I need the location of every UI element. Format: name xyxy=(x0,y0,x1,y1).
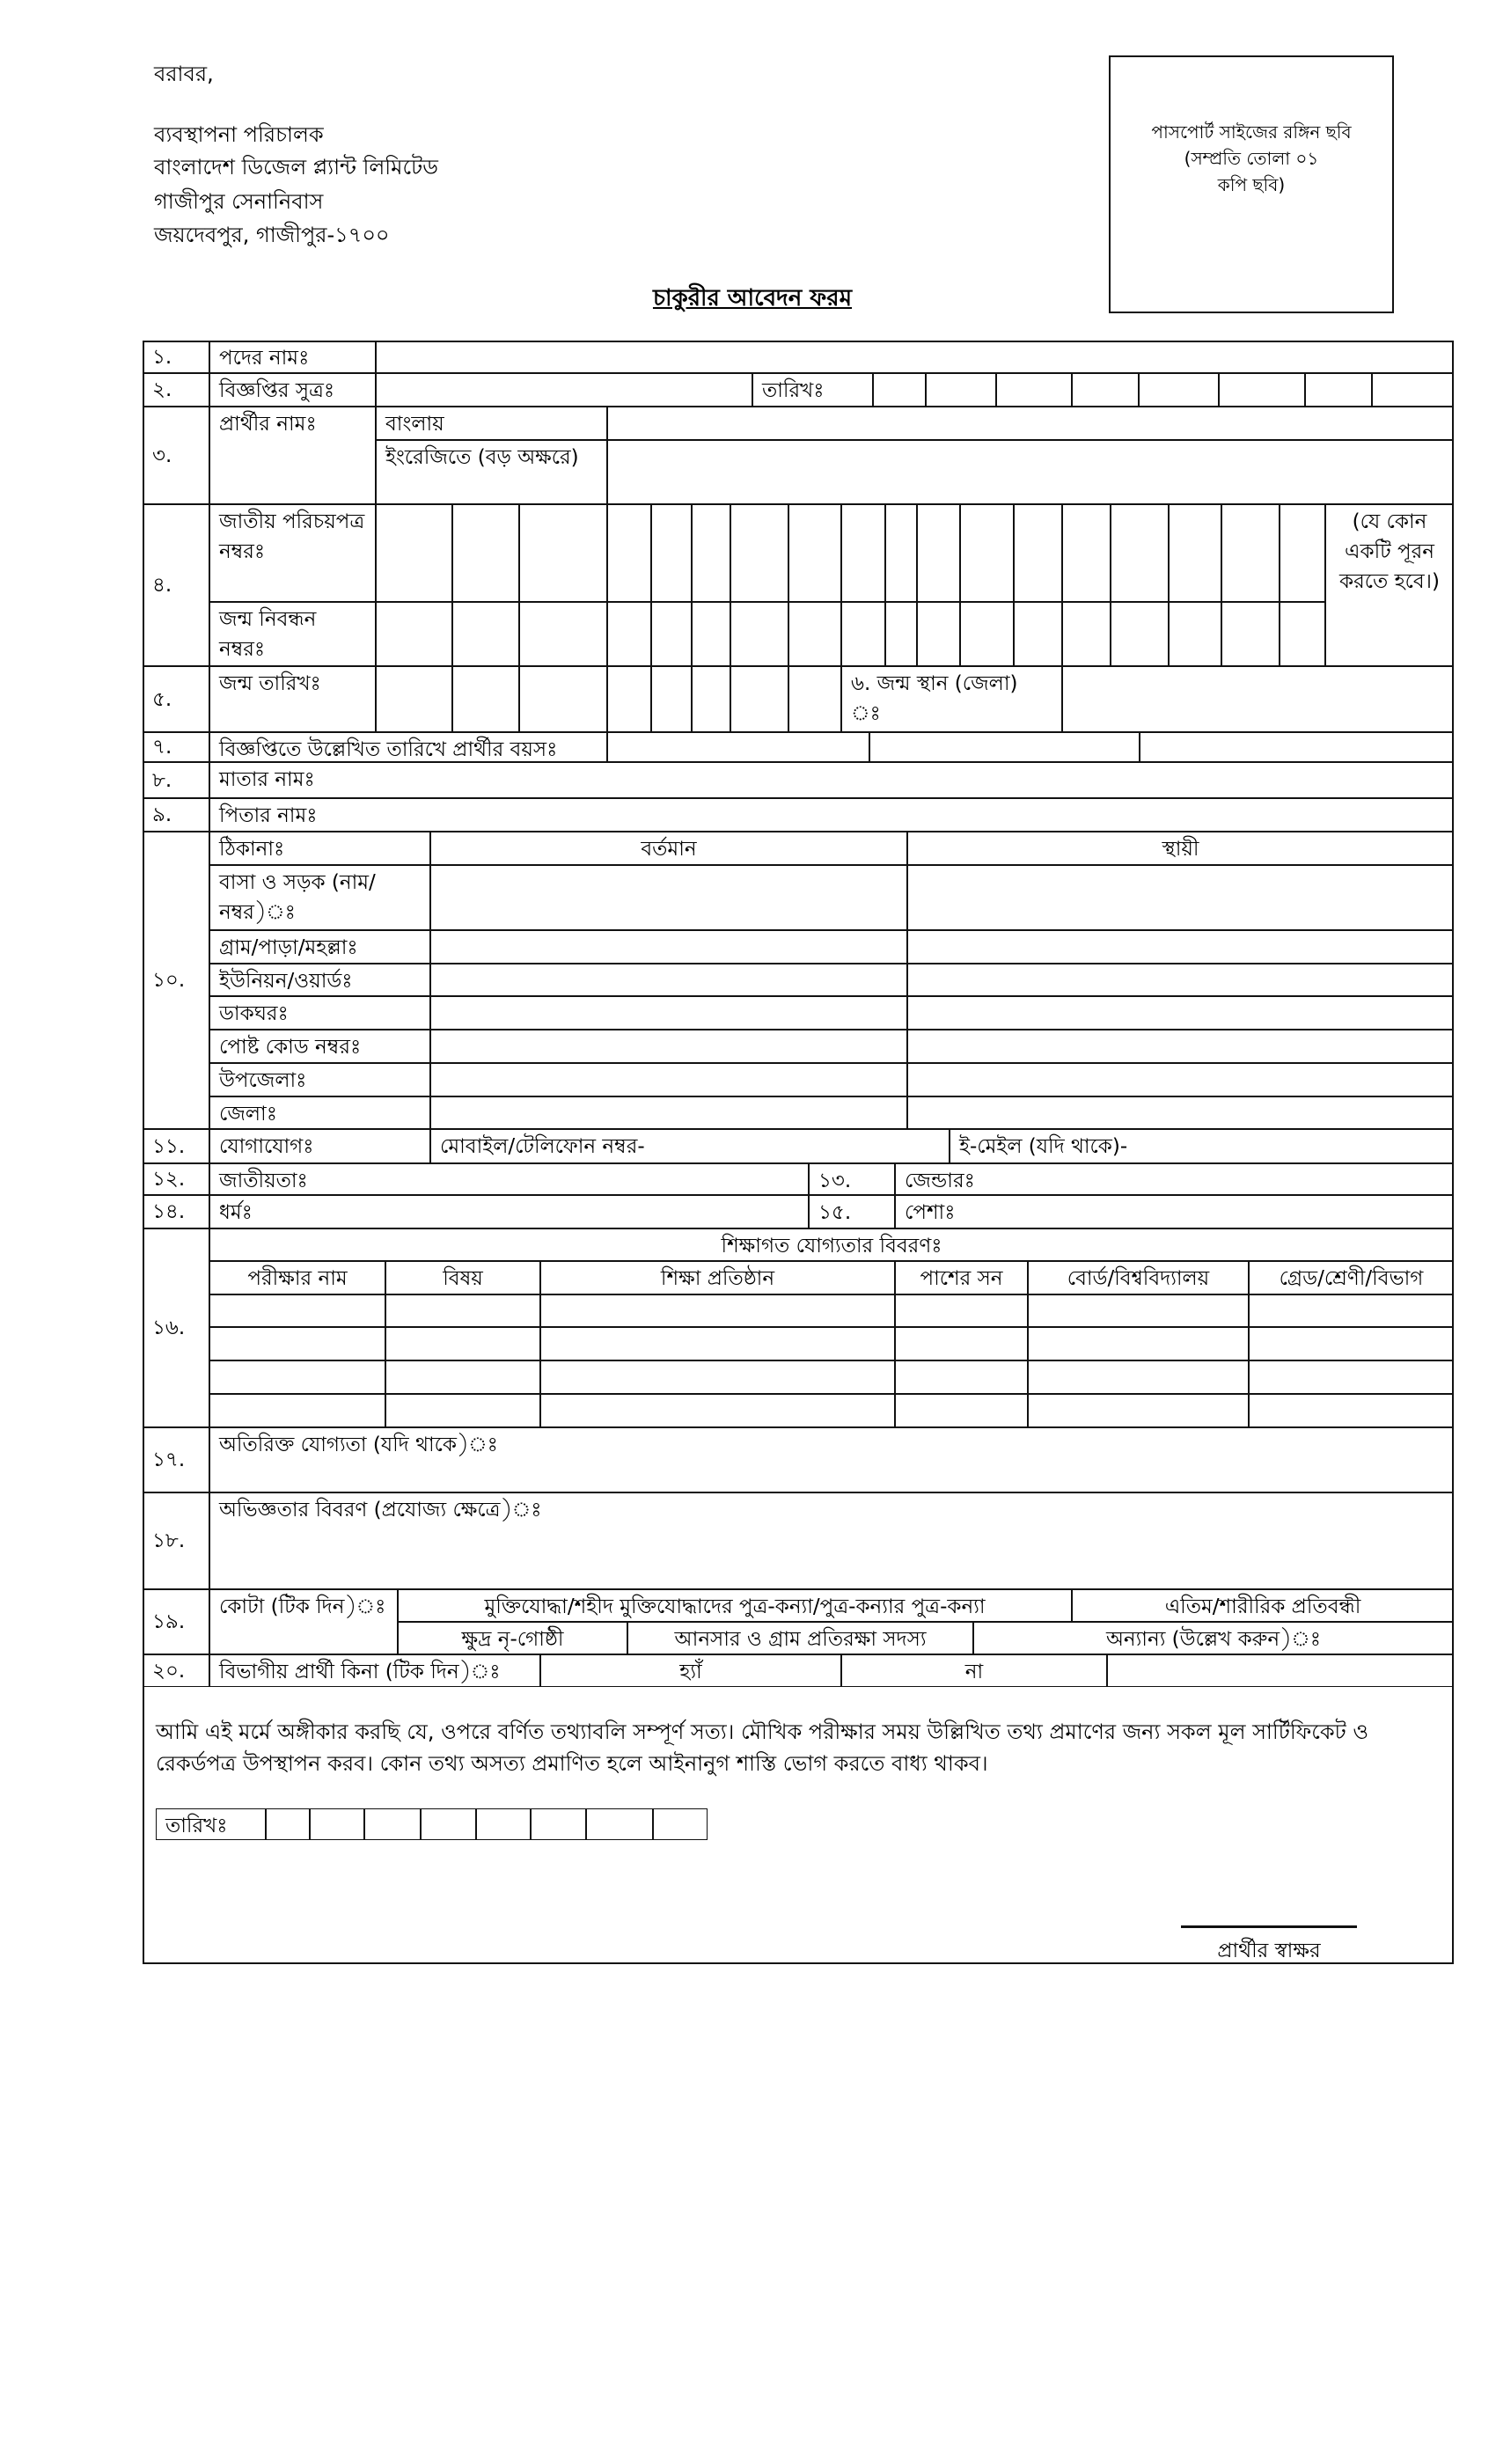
birth-reg-digit-box[interactable] xyxy=(452,602,519,666)
age-years-field[interactable] xyxy=(607,732,869,762)
nid-digit-box[interactable] xyxy=(1111,504,1169,602)
label-address-field: বাসা ও সড়ক (নাম/নম্বর)ঃ xyxy=(209,865,430,930)
nid-digit-box[interactable] xyxy=(841,504,885,602)
permanent-address-field[interactable] xyxy=(907,1096,1454,1129)
education-column-header: বিষয় xyxy=(385,1261,540,1294)
circular-date-box[interactable] xyxy=(926,373,996,407)
education-column-header: বোর্ড/বিশ্ববিদ্যালয় xyxy=(1028,1261,1249,1294)
education-cell[interactable] xyxy=(209,1360,385,1394)
age-days-field[interactable] xyxy=(1140,732,1454,762)
education-heading: শিক্ষাগত যোগ্যতার বিবরণঃ xyxy=(209,1228,1454,1261)
nid-digit-box[interactable] xyxy=(917,504,960,602)
nid-digit-box[interactable] xyxy=(730,504,788,602)
present-address-field[interactable] xyxy=(430,930,907,964)
row-number: ৩. xyxy=(143,407,209,504)
label-departmental: বিভাগীয় প্রার্থী কিনা (টিক দিন)ঃ xyxy=(209,1654,540,1687)
birth-date-box[interactable] xyxy=(519,666,607,732)
birth-reg-digit-box[interactable] xyxy=(607,602,651,666)
declaration-text: আমি এই মর্মে অঙ্গীকার করছি যে, ওপরে বর্ণিত তথ্যাবলি সম্পূর্ণ সত্য। মৌখিক পরীক্ষার সময় উল্লিখিত তথ্য প্রমাণের জন্য সকল মূল সার্টিফিকেট ও রেকর্ডপত্র উপস্থাপন করব। কোন তথ্য অসত্য প্রমাণিত হলে আইনানুগ শাস্তি ভোগ করতে বাধ্য থাকব। xyxy=(156,1720,1369,1776)
education-cell[interactable] xyxy=(1028,1360,1249,1394)
nid-digit-box[interactable] xyxy=(960,504,1014,602)
nid-digit-box[interactable] xyxy=(885,504,917,602)
nid-digit-box[interactable] xyxy=(1280,504,1325,602)
nationality-field[interactable]: জাতীয়তাঃ xyxy=(209,1163,809,1195)
birth-date-box[interactable] xyxy=(607,666,651,732)
education-cell[interactable] xyxy=(1028,1327,1249,1360)
birth-reg-digit-box[interactable] xyxy=(519,602,607,666)
education-cell[interactable] xyxy=(1249,1360,1454,1394)
label-birth-place: ৬. জন্ম স্থান (জেলা) ঃ xyxy=(841,666,1062,732)
birth-reg-digit-box[interactable] xyxy=(1014,602,1062,666)
departmental-blank-cell[interactable] xyxy=(1107,1654,1454,1687)
education-cell[interactable] xyxy=(385,1327,540,1360)
nid-digit-box[interactable] xyxy=(1014,504,1062,602)
permanent-address-field[interactable] xyxy=(907,996,1454,1030)
circular-ref-field[interactable] xyxy=(376,373,752,407)
permanent-address-field[interactable] xyxy=(907,1030,1454,1063)
label-circular-date: তারিখঃ xyxy=(752,373,873,407)
row-number: ৭. xyxy=(143,732,209,762)
nid-digit-box[interactable] xyxy=(452,504,519,602)
education-cell[interactable] xyxy=(895,1294,1028,1327)
declaration-date-box[interactable] xyxy=(364,1808,421,1840)
recipient-line: জয়দেবপুর, গাজীপুর-১৭০০ xyxy=(154,223,390,247)
experience-field[interactable]: অভিজ্ঞতার বিবরণ (প্রযোজ্য ক্ষেত্রে)ঃ xyxy=(209,1492,1454,1589)
nid-digit-box[interactable] xyxy=(651,504,692,602)
birth-reg-digit-box[interactable] xyxy=(692,602,730,666)
birth-reg-digit-box[interactable] xyxy=(1169,602,1221,666)
label-post-name: পদের নামঃ xyxy=(209,341,376,373)
birth-reg-digit-box[interactable] xyxy=(788,602,841,666)
education-column-header: গ্রেড/শ্রেণী/বিভাগ xyxy=(1249,1261,1454,1294)
declaration-date-box[interactable] xyxy=(421,1808,476,1840)
quota-ethnic-minority-option[interactable]: ক্ষুদ্র নৃ-গোষ্ঠী xyxy=(398,1622,627,1654)
declaration-date-box[interactable] xyxy=(266,1808,310,1840)
row-number: ৫. xyxy=(143,666,209,732)
gender-field[interactable]: জেন্ডারঃ xyxy=(895,1163,1454,1195)
education-cell[interactable] xyxy=(385,1394,540,1427)
row-number: ৮. xyxy=(143,762,209,798)
row-number: ১৫. xyxy=(809,1195,895,1228)
label-address-field: জেলাঃ xyxy=(209,1096,430,1129)
birth-reg-digit-box[interactable] xyxy=(1280,602,1325,666)
education-cell[interactable] xyxy=(1249,1327,1454,1360)
row-number: ১৩. xyxy=(809,1163,895,1195)
additional-qualification-field[interactable]: অতিরিক্ত যোগ্যতা (যদি থাকে)ঃ xyxy=(209,1427,1454,1492)
label-address-field: উপজেলাঃ xyxy=(209,1063,430,1096)
quota-ansar-vdp-option[interactable]: আনসার ও গ্রাম প্রতিরক্ষা সদস্য xyxy=(627,1622,973,1654)
row-number: ১১. xyxy=(143,1129,209,1163)
row-number: ৪. xyxy=(143,504,209,666)
permanent-address-field[interactable] xyxy=(907,930,1454,964)
education-cell[interactable] xyxy=(1028,1394,1249,1427)
nid-digit-box[interactable] xyxy=(376,504,452,602)
education-cell[interactable] xyxy=(540,1394,895,1427)
photo-box[interactable] xyxy=(1109,55,1394,313)
permanent-address-field[interactable] xyxy=(907,964,1454,996)
header-present-address: বর্তমান xyxy=(430,832,907,865)
label-name-english: ইংরেজিতে (বড় অক্ষরে) xyxy=(376,440,607,504)
education-column-header: পরীক্ষার নাম xyxy=(209,1261,385,1294)
education-cell[interactable] xyxy=(895,1360,1028,1394)
education-cell[interactable] xyxy=(540,1360,895,1394)
present-address-field[interactable] xyxy=(430,964,907,996)
nid-digit-box[interactable] xyxy=(1169,504,1221,602)
birth-date-box[interactable] xyxy=(651,666,692,732)
birth-date-box[interactable] xyxy=(376,666,452,732)
signature-line[interactable] xyxy=(1181,1925,1357,1928)
nid-digit-box[interactable] xyxy=(788,504,841,602)
label-address-field: ডাকঘরঃ xyxy=(209,996,430,1030)
departmental-no-option[interactable]: না xyxy=(841,1654,1107,1687)
quota-freedom-fighter-option[interactable]: মুক্তিযোদ্ধা/শহীদ মুক্তিযোদ্ধাদের পুত্র-কন্যা/পুত্র-কন্যার পুত্র-কন্যা xyxy=(398,1589,1072,1622)
photo-box-text: (সম্প্রতি তোলা ০১ xyxy=(1184,148,1319,169)
education-cell[interactable] xyxy=(895,1327,1028,1360)
education-cell[interactable] xyxy=(209,1294,385,1327)
permanent-address-field[interactable] xyxy=(907,1063,1454,1096)
nid-digit-box[interactable] xyxy=(692,504,730,602)
label-contact: যোগাযোগঃ xyxy=(209,1129,430,1163)
circular-date-box[interactable] xyxy=(1372,373,1454,407)
email-field[interactable]: ই-মেইল (যদি থাকে)- xyxy=(950,1129,1454,1163)
permanent-address-field[interactable] xyxy=(907,865,1454,930)
quota-orphan-disabled-option[interactable]: এতিম/শারীরিক প্রতিবন্ধী xyxy=(1072,1589,1454,1622)
name-bangla-field[interactable] xyxy=(607,407,1454,440)
education-cell[interactable] xyxy=(209,1327,385,1360)
label-address-field: পোষ্ট কোড নম্বরঃ xyxy=(209,1030,430,1063)
recipient-line: বাংলাদেশ ডিজেল প্ল্যান্ট লিমিটেড xyxy=(154,155,438,180)
circular-date-box[interactable] xyxy=(873,373,926,407)
label-address-field: গ্রাম/পাড়া/মহল্লাঃ xyxy=(209,930,430,964)
declaration-date-box[interactable] xyxy=(310,1808,364,1840)
form-title: চাকুরীর আবেদন ফরম xyxy=(652,285,853,312)
recipient-line: গাজীপুর সেনানিবাস xyxy=(154,189,324,214)
birth-reg-digit-box[interactable] xyxy=(376,602,452,666)
birth-date-box[interactable] xyxy=(692,666,730,732)
birth-reg-digit-box[interactable] xyxy=(885,602,917,666)
birth-date-box[interactable] xyxy=(730,666,788,732)
row-number: ১০. xyxy=(143,832,209,1129)
note-fill-one: (যে কোন একটি পূরন করতে হবে।) xyxy=(1325,504,1454,666)
row-number: ৯. xyxy=(143,798,209,832)
quota-other-option[interactable]: অন্যান্য (উল্লেখ করুন)ঃ xyxy=(973,1622,1454,1654)
education-cell[interactable] xyxy=(385,1360,540,1394)
birth-date-box[interactable] xyxy=(788,666,841,732)
recipient-line: ব্যবস্থাপনা পরিচালক xyxy=(154,122,324,147)
row-number: ১২. xyxy=(143,1163,209,1195)
label-declaration-date: তারিখঃ xyxy=(156,1808,266,1840)
birth-reg-digit-box[interactable] xyxy=(730,602,788,666)
row-number: ১. xyxy=(143,341,209,373)
education-column-header: পাশের সন xyxy=(895,1261,1028,1294)
birth-reg-digit-box[interactable] xyxy=(917,602,960,666)
father-name-field[interactable]: পিতার নামঃ xyxy=(209,798,1454,832)
photo-box-text: পাসপোর্ট সাইজের রঙ্গিন ছবি xyxy=(1151,121,1352,143)
present-address-field[interactable] xyxy=(430,865,907,930)
row-number: ১৬. xyxy=(143,1228,209,1427)
row-number: ২. xyxy=(143,373,209,407)
present-address-field[interactable] xyxy=(430,1063,907,1096)
declaration-date-box[interactable] xyxy=(476,1808,531,1840)
declaration-date-box[interactable] xyxy=(653,1808,708,1840)
photo-box-text: কপি ছবি) xyxy=(1217,174,1286,195)
birth-date-box[interactable] xyxy=(452,666,519,732)
mother-name-field[interactable]: মাতার নামঃ xyxy=(209,762,1454,798)
row-number: ১৭. xyxy=(143,1427,209,1492)
nid-digit-box[interactable] xyxy=(1221,504,1280,602)
birth-reg-digit-box[interactable] xyxy=(1111,602,1169,666)
birth-reg-digit-box[interactable] xyxy=(960,602,1014,666)
label-circular-ref: বিজ্ঞপ্তির সুত্রঃ xyxy=(209,373,376,407)
nid-digit-box[interactable] xyxy=(1062,504,1111,602)
birth-reg-digit-box[interactable] xyxy=(1062,602,1111,666)
label-nid: জাতীয় পরিচয়পত্র নম্বরঃ xyxy=(209,504,376,602)
row-number: ১৪. xyxy=(143,1195,209,1228)
education-cell[interactable] xyxy=(1249,1394,1454,1427)
label-quota: কোটা (টিক দিন)ঃ xyxy=(209,1589,398,1654)
circular-date-box[interactable] xyxy=(996,373,1072,407)
row-number: ২০. xyxy=(143,1654,209,1687)
row-number: ১৮. xyxy=(143,1492,209,1589)
circular-date-box[interactable] xyxy=(1219,373,1305,407)
label-name-bangla: বাংলায় xyxy=(376,407,607,440)
education-column-header: শিক্ষা প্রতিষ্ঠান xyxy=(540,1261,895,1294)
religion-field[interactable]: ধর্মঃ xyxy=(209,1195,809,1228)
mobile-field[interactable]: মোবাইল/টেলিফোন নম্বর- xyxy=(430,1129,950,1163)
name-english-field[interactable] xyxy=(607,440,1454,504)
nid-digit-box[interactable] xyxy=(607,504,651,602)
circular-date-box[interactable] xyxy=(1305,373,1372,407)
salutation: বরাবর, xyxy=(154,62,214,86)
nid-digit-box[interactable] xyxy=(519,504,607,602)
circular-date-box[interactable] xyxy=(1072,373,1139,407)
education-cell[interactable] xyxy=(895,1394,1028,1427)
present-address-field[interactable] xyxy=(430,1030,907,1063)
declaration-date-box[interactable] xyxy=(586,1808,653,1840)
departmental-yes-option[interactable]: হ্যাঁ xyxy=(540,1654,841,1687)
education-cell[interactable] xyxy=(1028,1294,1249,1327)
header-permanent-address: স্থায়ী xyxy=(907,832,1454,865)
label-address-field: ইউনিয়ন/ওয়ার্ডঃ xyxy=(209,964,430,996)
education-cell[interactable] xyxy=(209,1394,385,1427)
label-applicant-name: প্রার্থীর নামঃ xyxy=(209,407,376,504)
post-name-field[interactable] xyxy=(376,341,1454,373)
label-address: ঠিকানাঃ xyxy=(209,832,430,865)
row-number: ১৯. xyxy=(143,1589,209,1654)
signature-label: প্রার্থীর স্বাক্ষর xyxy=(1217,1940,1321,1962)
education-cell[interactable] xyxy=(540,1294,895,1327)
age-months-field[interactable] xyxy=(869,732,1140,762)
present-address-field[interactable] xyxy=(430,996,907,1030)
birth-reg-digit-box[interactable] xyxy=(1221,602,1280,666)
present-address-field[interactable] xyxy=(430,1096,907,1129)
declaration-date-box[interactable] xyxy=(531,1808,586,1840)
birth-reg-digit-box[interactable] xyxy=(651,602,692,666)
education-cell[interactable] xyxy=(1249,1294,1454,1327)
label-birth-reg: জন্ম নিবন্ধন নম্বরঃ xyxy=(209,602,376,666)
education-cell[interactable] xyxy=(540,1327,895,1360)
circular-date-box[interactable] xyxy=(1139,373,1219,407)
birth-reg-digit-box[interactable] xyxy=(841,602,885,666)
occupation-field[interactable]: পেশাঃ xyxy=(895,1195,1454,1228)
education-cell[interactable] xyxy=(385,1294,540,1327)
label-age: বিজ্ঞপ্তিতে উল্লেখিত তারিখে প্রার্থীর বয়সঃ xyxy=(209,732,607,762)
birth-place-field[interactable] xyxy=(1062,666,1454,732)
label-birth-date: জন্ম তারিখঃ xyxy=(209,666,376,732)
